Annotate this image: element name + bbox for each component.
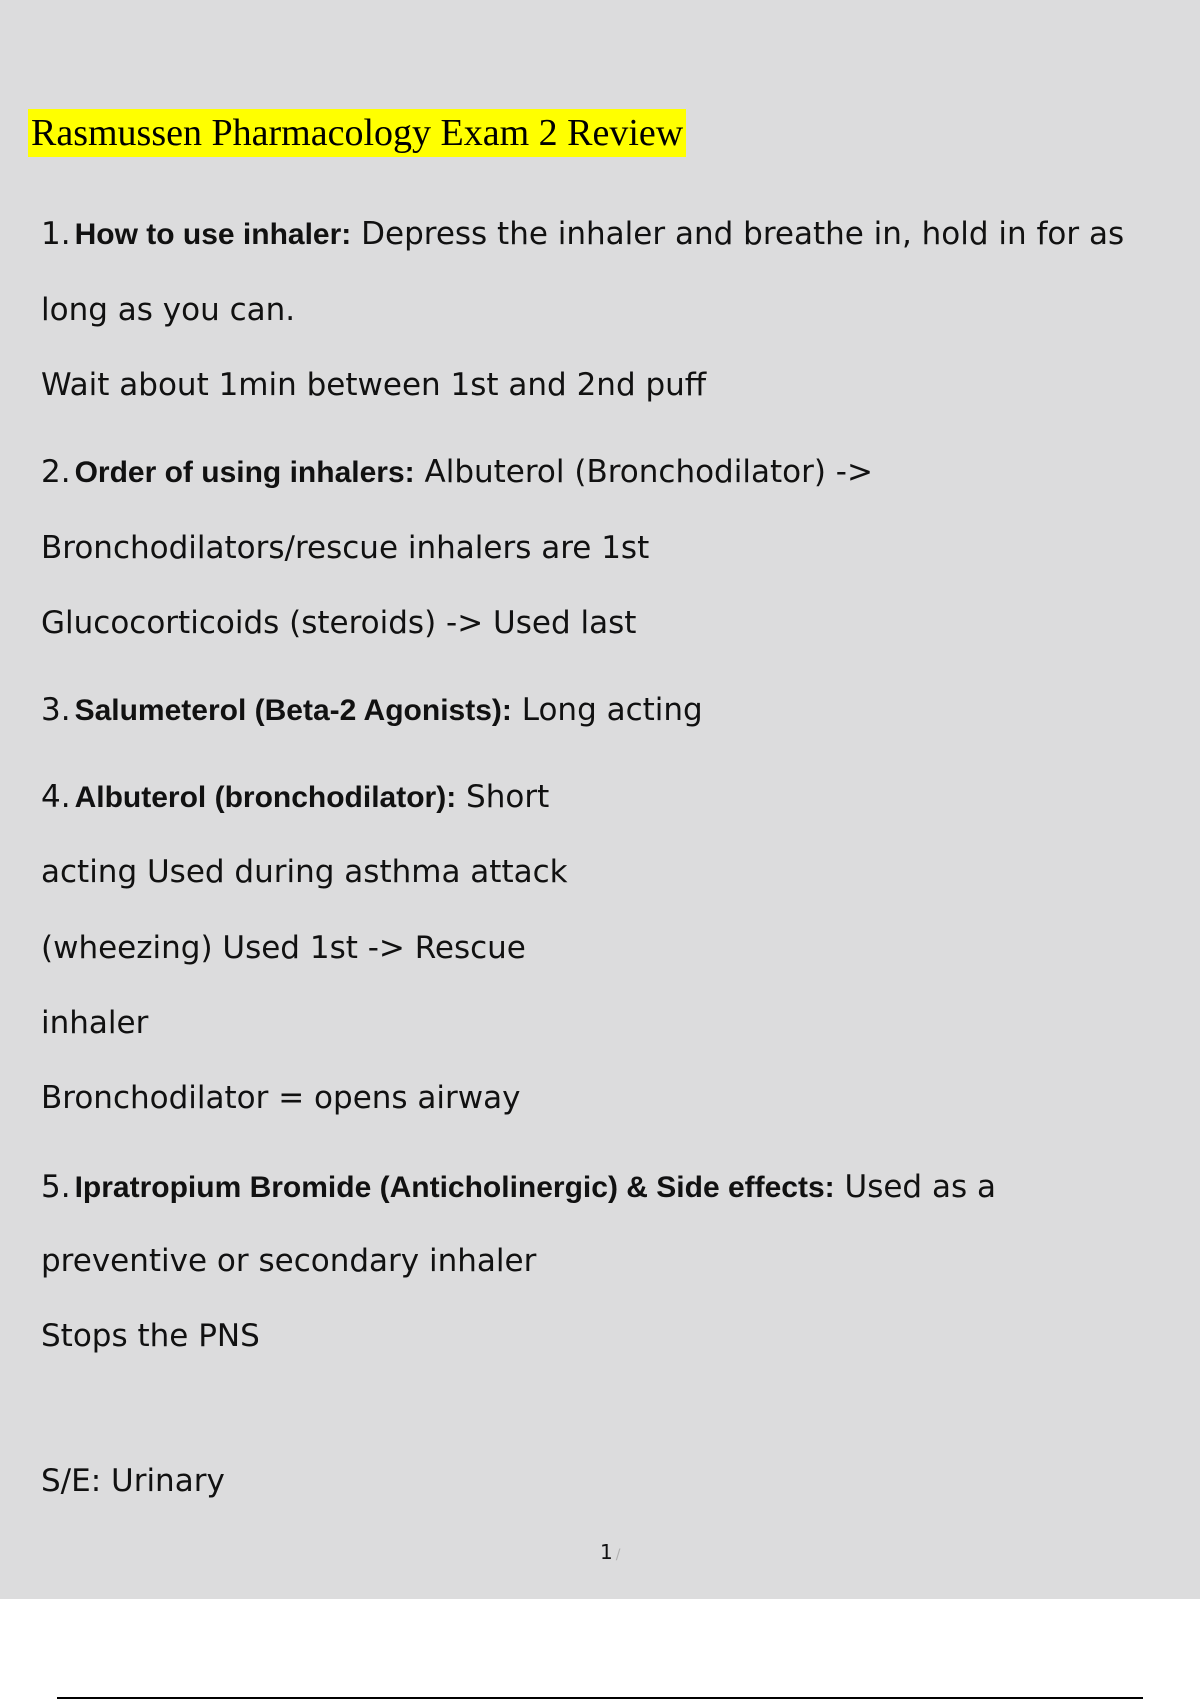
item-4-heading [41,777,549,818]
footer-rule [57,1697,1143,1699]
item-text: Depress the inhaler and breathe in, hold in for as [351,216,1125,252]
item-5-line: preventive or secondary inhaler [41,1243,537,1279]
item-5-line: S/E: Urinary [41,1463,225,1499]
item-term: Order of using inhalers: [74,456,415,489]
page-number [600,1540,620,1564]
document-title: Rasmussen Pharmacology Exam 2 Review [28,109,686,157]
item-4-line: (wheezing) Used 1st -> Rescue [41,930,526,966]
item-1-heading [41,214,1124,255]
item-term: How to use inhaler: [74,218,352,251]
item-2-line: Bronchodilators/rescue inhalers are 1st [41,530,650,566]
item-number: 1. [41,216,71,252]
page-number-value: 1 [600,1540,613,1564]
item-2-line: Glucocorticoids (steroids) -> Used last [41,605,637,641]
item-term: Albuterol (bronchodilator): [74,781,457,814]
item-1-line: Wait about 1min between 1st and 2nd puff [41,367,707,403]
item-text: Long acting [511,692,703,728]
item-1-line: long as you can. [41,292,296,328]
item-text: Albuterol (Bronchodilator) -> [414,454,873,490]
item-number: 2. [41,454,71,490]
item-3-heading [41,690,703,731]
page-number-suffix: / [615,1547,621,1563]
item-text: Short [456,779,550,815]
item-number: 4. [41,779,71,815]
item-4-line: acting Used during asthma attack [41,854,568,890]
item-term: Salumeterol (Beta-2 Agonists): [74,694,512,727]
item-2-heading [41,452,873,493]
item-text: Used as a [834,1169,996,1205]
item-5-line: Stops the PNS [41,1318,260,1354]
item-4-line: Bronchodilator = opens airway [41,1080,521,1116]
item-term: Ipratropium Bromide (Anticholinergic) & Side effects: [74,1171,835,1204]
item-number: 5. [41,1169,71,1205]
item-4-line: inhaler [41,1005,149,1041]
title-wrapper [28,108,686,158]
item-number: 3. [41,692,71,728]
item-5-heading [41,1167,996,1208]
